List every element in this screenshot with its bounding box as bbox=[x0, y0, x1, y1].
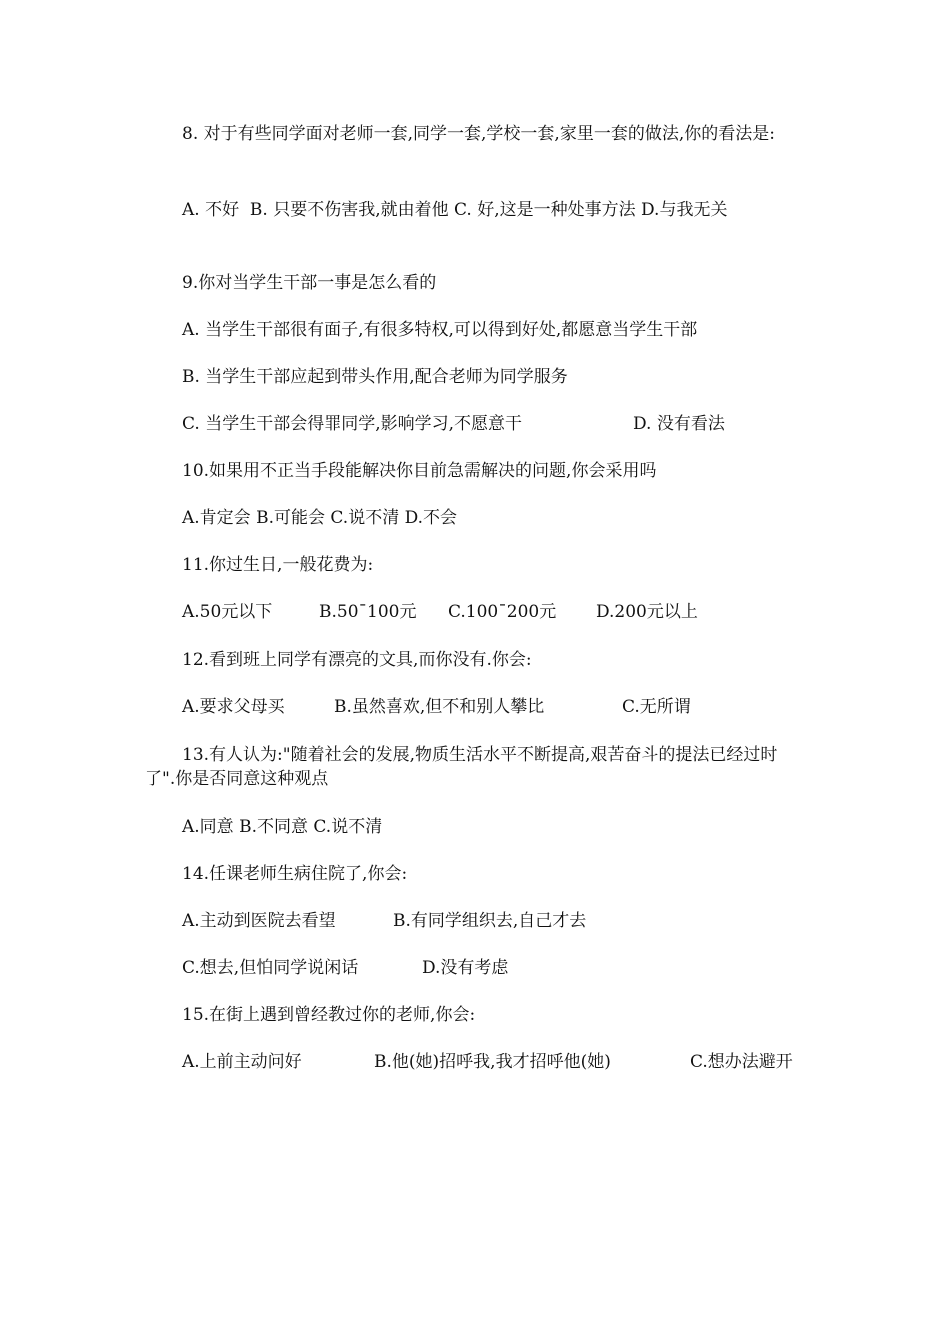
question-9-option-a: A. 当学生干部很有面子,有很多特权,可以得到好处,都愿意当学生干部 bbox=[182, 320, 698, 340]
question-10-options: A.肯定会 B.可能会 C.说不清 D.不会 bbox=[182, 508, 458, 528]
question-10: 10.如果用不正当手段能解决你目前急需解决的问题,你会采用吗 bbox=[182, 461, 657, 481]
question-14-option-d: D.没有考虑 bbox=[422, 958, 509, 978]
question-12-option-a: A.要求父母买 bbox=[182, 697, 285, 717]
question-12-option-b: B.虽然喜欢,但不和别人攀比 bbox=[334, 697, 545, 717]
question-11-option-a: A.50元以下 bbox=[182, 602, 273, 622]
question-15-option-c: C.想办法避开 bbox=[690, 1052, 793, 1072]
question-9-option-c: C. 当学生干部会得罪同学,影响学习,不愿意干 bbox=[182, 414, 523, 434]
question-14-option-a: A.主动到医院去看望 bbox=[182, 911, 336, 931]
question-11-option-c: C.100¯200元 bbox=[448, 602, 557, 622]
question-15-option-a: A.上前主动问好 bbox=[182, 1052, 302, 1072]
question-11-option-b: B.50¯100元 bbox=[319, 602, 417, 622]
question-14-option-c: C.想去,但怕同学说闲话 bbox=[182, 958, 359, 978]
question-9-option-d: D. 没有看法 bbox=[633, 414, 725, 434]
question-8-options: A. 不好 B. 只要不伤害我,就由着他 C. 好,这是一种处事方法 D.与我无关 bbox=[182, 200, 728, 220]
question-12-option-c: C.无所谓 bbox=[622, 697, 691, 717]
question-14: 14.任课老师生病住院了,你会: bbox=[182, 864, 408, 884]
question-9-option-b: B. 当学生干部应起到带头作用,配合老师为同学服务 bbox=[182, 367, 568, 387]
question-8: 8. 对于有些同学面对老师一套,同学一套,学校一套,家里一套的做法,你的看法是: bbox=[182, 124, 775, 144]
question-13-options: A.同意 B.不同意 C.说不清 bbox=[182, 817, 383, 837]
question-11-option-d: D.200元以上 bbox=[596, 602, 698, 622]
question-11: 11.你过生日,一般花费为: bbox=[182, 555, 374, 575]
question-12: 12.看到班上同学有漂亮的文具,而你没有.你会: bbox=[182, 650, 532, 670]
question-14-option-b: B.有同学组织去,自己才去 bbox=[393, 911, 587, 931]
question-13: 13.有人认为:"随着社会的发展,物质生活水平不断提高,艰苦奋斗的提法已经过时了".你是否同意这种观点 bbox=[145, 745, 778, 789]
question-15-option-b: B.他(她)招呼我,我才招呼他(她) bbox=[374, 1052, 611, 1072]
question-9: 9.你对当学生干部一事是怎么看的 bbox=[182, 273, 437, 293]
question-15: 15.在街上遇到曾经教过你的老师,你会: bbox=[182, 1005, 476, 1025]
